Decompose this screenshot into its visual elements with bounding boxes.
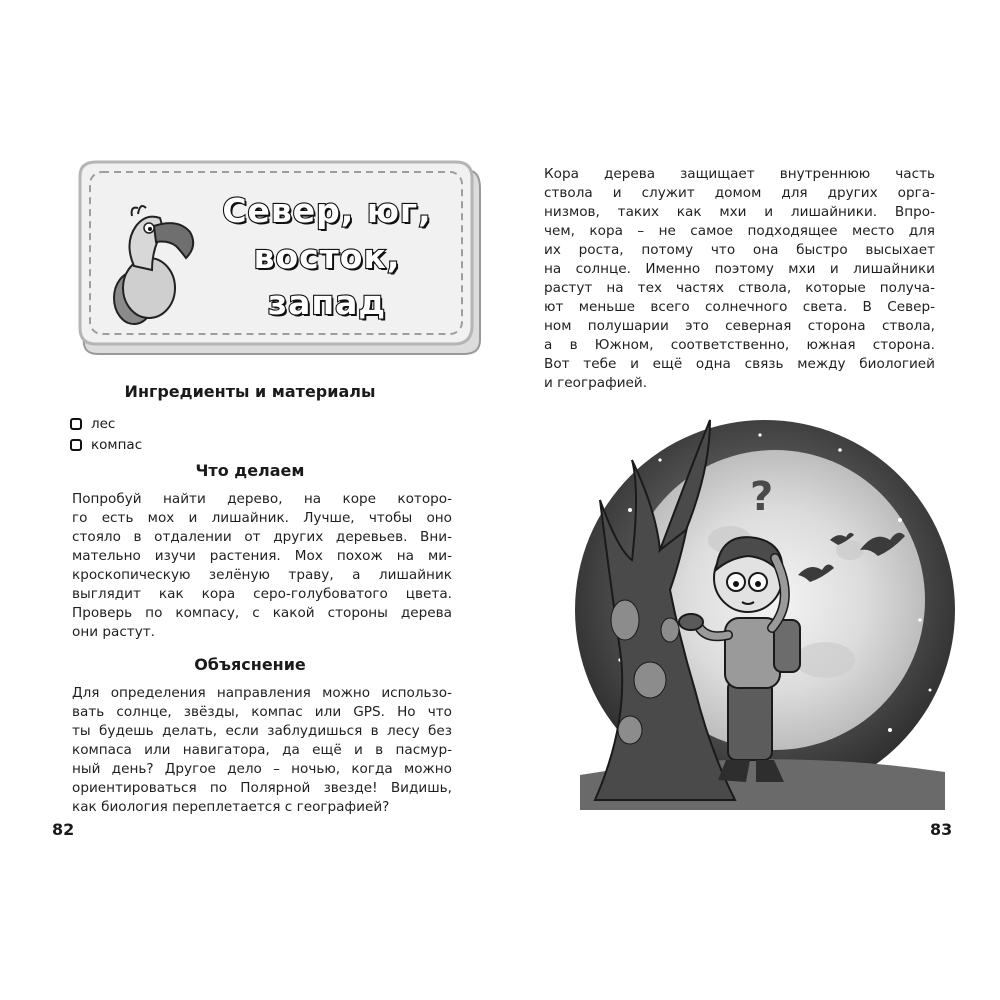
text-line: ориентироваться по Полярной звезде! Видишь, [72, 780, 452, 796]
text-line: Для определения направления можно использо- [72, 685, 452, 701]
text-line: Проверь по компасу, с какой стороны дерева [72, 605, 452, 621]
material-label: компас [91, 436, 143, 453]
text-line: а в Южном, соответственно, южная сторона. [544, 337, 935, 353]
text-line: ном полушарии это северная сторона ствола, [544, 318, 935, 334]
list-item [70, 413, 142, 434]
title-line: Север, юг, [222, 191, 432, 230]
text-line: Вот тебе и ещё одна связь между биологией [544, 356, 935, 372]
page-number-left: 82 [52, 820, 75, 839]
text-line: и географией. [544, 375, 648, 391]
text-line: на солнце. Именно поэтому мхи и лишайники [544, 261, 935, 277]
title-line: запад [267, 283, 387, 322]
compass-icon [679, 614, 703, 630]
list-item [70, 434, 142, 455]
text-line: мательно изучи растения. Мох похож на ми- [72, 548, 452, 564]
title-plaque [76, 158, 484, 358]
text-line: го есть мох и лишайник. Лучше, чтобы оно [72, 510, 452, 526]
question-mark: ? [750, 474, 774, 520]
text-line: чем, кора – не самое подходящее место для [544, 223, 935, 239]
what-we-do-heading: Что делаем [195, 461, 305, 480]
boy-with-compass-night-scene [560, 400, 960, 810]
text-line: компаса или навигатора, да ещё и в пасмур- [72, 742, 452, 758]
checkbox-icon [70, 439, 82, 451]
ingredients-heading: Ингредиенты и материалы [124, 382, 376, 401]
text-line: их роста, потому что она быстро высыхает [544, 242, 935, 258]
text-line: растут на тех частях ствола, которые получа- [544, 280, 935, 296]
title-line: восток, [253, 237, 401, 276]
material-label: лес [91, 415, 116, 432]
text-line: выглядит как кора серо-голубоватого цвета. [72, 586, 452, 602]
text-line: ствола и служит домом для других орга- [544, 185, 935, 201]
text-line: низмов, таких как мхи и лишайники. Впро- [544, 204, 935, 220]
text-line: ют меньше всего солнечного света. В Север- [544, 299, 935, 315]
text-line: Попробуй найти дерево, на коре которо- [72, 491, 452, 507]
text-line: Кора дерева защищает внутреннюю часть [544, 166, 935, 182]
text-line: ты будешь делать, если заблудишься в лесу без [72, 723, 452, 739]
explanation-heading: Объяснение [194, 655, 306, 674]
checkbox-icon [70, 418, 82, 430]
right-page [500, 0, 1000, 1000]
text-line: стояло в отдалении от других деревьев. Вни- [72, 529, 452, 545]
materials-list [70, 413, 142, 455]
text-line: ный день? Другое дело – ночью, когда можно [72, 761, 452, 777]
page-title [182, 188, 472, 326]
text-line: вать солнце, звёзды, компас или GPS. Но что [72, 704, 452, 720]
page-number-right: 83 [930, 820, 953, 839]
text-line: они растут. [72, 624, 155, 640]
text-line: кроскопическую зелёную траву, а лишайник [72, 567, 452, 583]
text-line: как биология переплетается с географией? [72, 799, 390, 815]
